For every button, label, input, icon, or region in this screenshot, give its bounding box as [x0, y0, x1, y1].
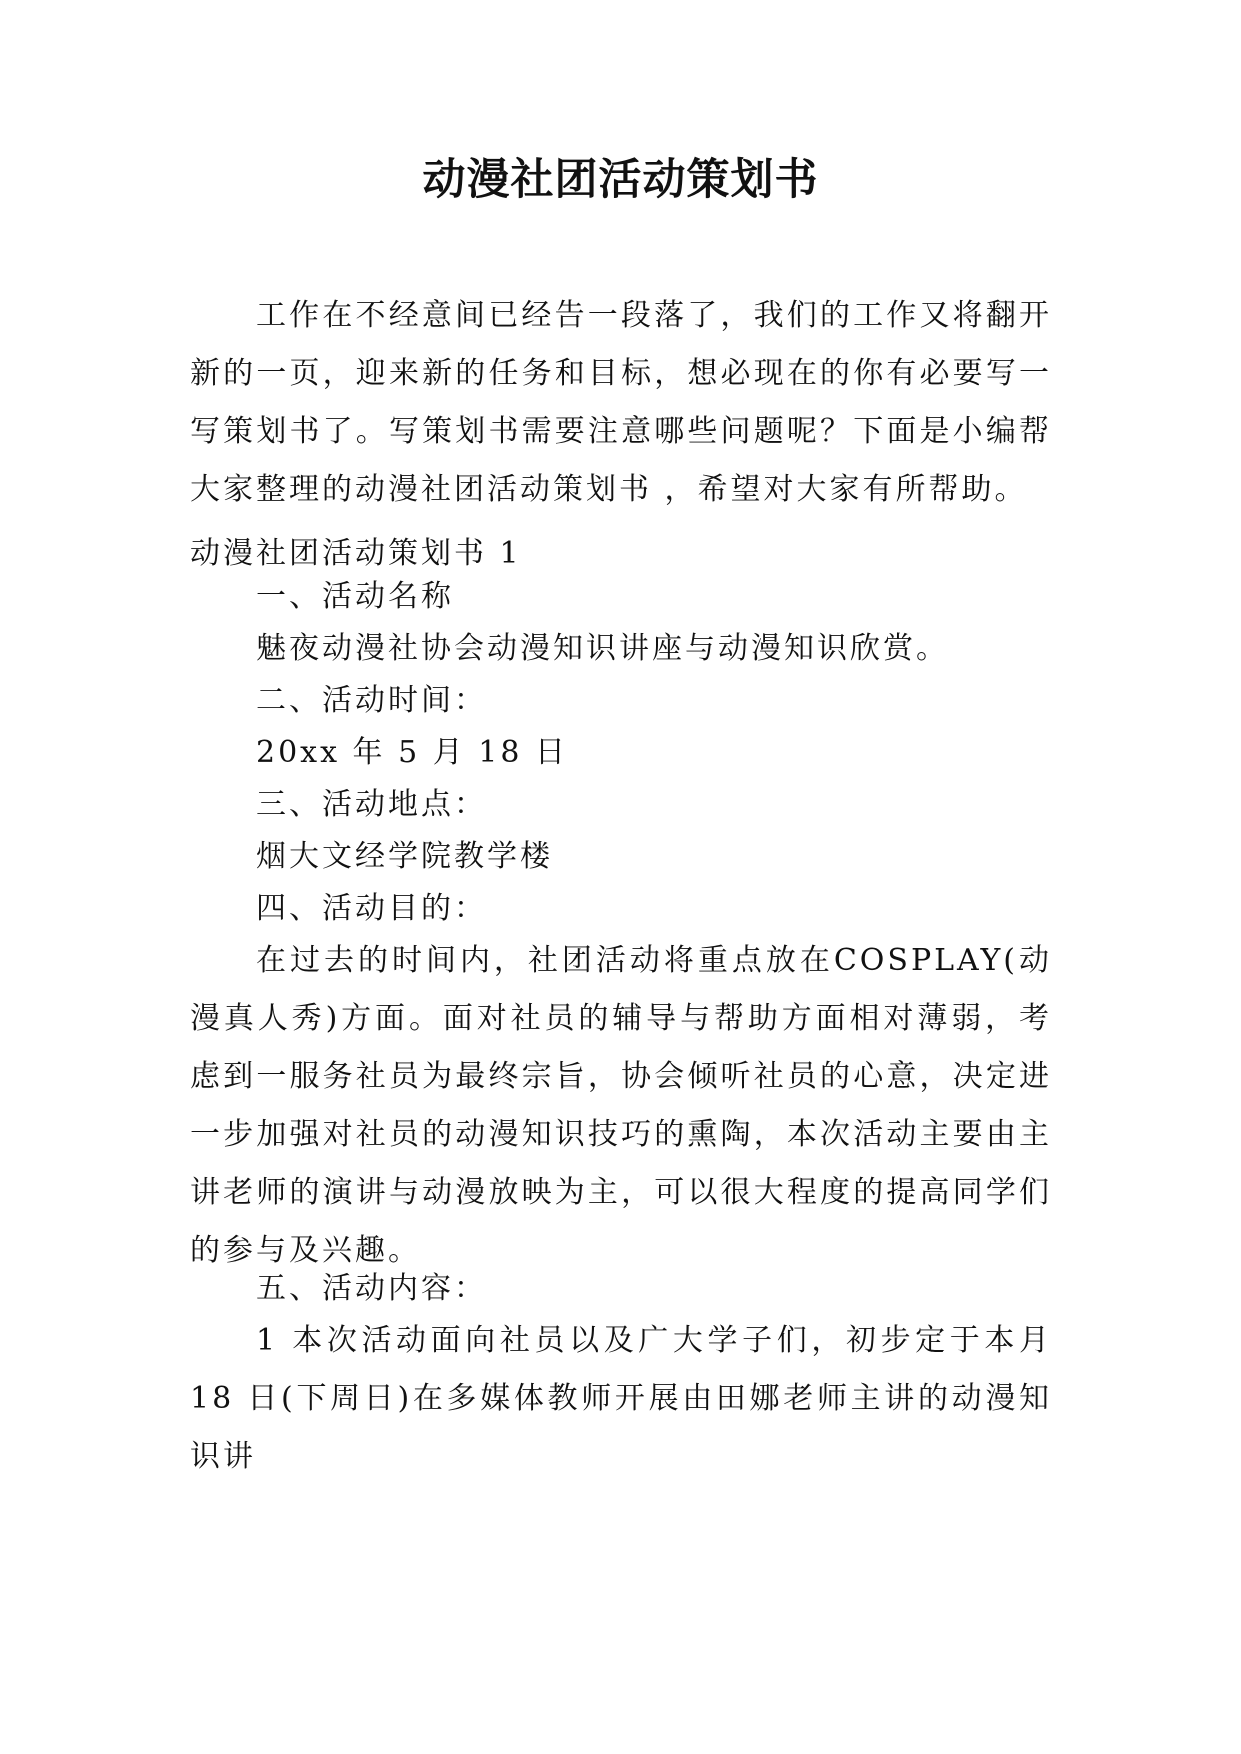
- activity-name-value: 魅夜动漫社协会动漫知识讲座与动漫知识欣赏。: [256, 631, 949, 666]
- activity-place-heading: 三、活动地点：: [256, 787, 487, 822]
- activity-time-heading: 二、活动时间：: [256, 683, 487, 718]
- document-title: 动漫社团活动策划书: [422, 155, 819, 205]
- intro-paragraph: 工作在不经意间已经告一段落了，我们的工作又将翻开新的一页，迎来新的任务和目标，想必现在的你有必要写一写策划书了。写策划书需要注意哪些问题呢？下面是小编帮大家整理的动漫社团活动策划书 ，希望对大家有所帮助。: [190, 298, 1052, 507]
- section-heading: 动漫社团活动策划书 1: [190, 536, 522, 571]
- activity-purpose-paragraph: 在过去的时间内，社团活动将重点放在COSPLAY(动漫真人秀)方面。面对社员的辅导与帮助方面相对薄弱，考虑到一服务社员为最终宗旨，协会倾听社员的心意，决定进一步加强对社员的动漫知识技巧的熏陶，本次活动主要由主讲老师的演讲与动漫放映为主，可以很大程度的提高同学们的参与及兴趣。: [190, 943, 1052, 1268]
- activity-purpose-heading: 四、活动目的：: [256, 891, 487, 926]
- activity-time-value: 20xx 年 5 月 18 日: [256, 735, 568, 770]
- activity-place-value: 烟大文经学院教学楼: [256, 839, 553, 874]
- activity-content-heading: 五、活动内容：: [256, 1271, 487, 1306]
- activity-name-heading: 一、活动名称: [256, 579, 454, 614]
- activity-content-paragraph: 1 本次活动面向社员以及广大学子们，初步定于本月 18 日(下周日)在多媒体教师开展由田娜老师主讲的动漫知识讲: [190, 1323, 1052, 1474]
